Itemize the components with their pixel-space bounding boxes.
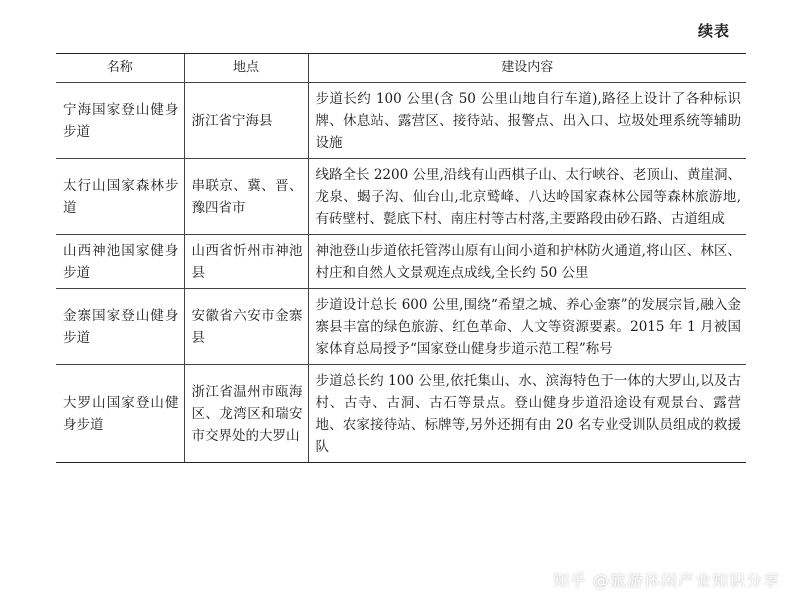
trail-place: 串联京、冀、晋、豫四省市 [184,159,308,235]
table-row [56,289,746,365]
table-row [56,235,746,289]
table-row [56,365,746,463]
trail-place: 浙江省温州市瓯海区、龙湾区和瑞安市交界处的大罗山 [184,365,308,463]
trail-name: 宁海国家登山健身步道 [56,83,184,159]
table-row [56,159,746,235]
trail-content: 神池登山步道依托管涔山原有山间小道和护林防火通道,将山区、林区、村庄和自然人文景观连点成线,全长约 50 公里 [308,235,746,289]
header-content: 建设内容 [308,54,746,83]
trail-place: 安徽省六安市金寨县 [184,289,308,365]
trail-place: 浙江省宁海县 [184,83,308,159]
header-place: 地点 [184,54,308,83]
watermark: 知乎 @旅游休闲产业知识分享 [552,571,780,590]
trail-name: 太行山国家森林步道 [56,159,184,235]
header-name: 名称 [56,54,184,83]
trail-content: 线路全长 2200 公里,沿线有山西棋子山、太行峡谷、老顶山、黄崖洞、龙泉、蝎子沟、仙台山,北京鹫峰、八达岭国家森林公园等森林旅游地,有砖壁村、甏底下村、南庄村等古村落,主要路段由砂石路、古道组成 [308,159,746,235]
trail-name: 大罗山国家登山健身步道 [56,365,184,463]
trail-name: 山西神池国家健身步道 [56,235,184,289]
trail-name: 金寨国家登山健身步道 [56,289,184,365]
trail-content: 步道总长约 100 公里,依托集山、水、滨海特色于一体的大罗山,以及古村、古寺、古洞、古石等景点。登山健身步道沿途设有观景台、露营地、农家接待站、标牌等,另外还拥有由 20 名专业受训队员组成的救援队 [308,365,746,463]
table-header-row [56,54,746,83]
trail-content: 步道长约 100 公里(含 50 公里山地自行车道),路径上设计了各种标识牌、休息站、露营区、接待站、报警点、出入口、垃圾处理系统等辅助设施 [308,83,746,159]
trail-table [56,53,746,463]
trail-content: 步道设计总长 600 公里,围绕“希望之城、养心金寨”的发展宗旨,融入金寨县丰富的绿色旅游、红色革命、人文等资源要素。2015 年 1 月被国家体育总局授予“国家登山健身步道示范工程”称号 [308,289,746,365]
table-row [56,83,746,159]
trail-place: 山西省忻州市神池县 [184,235,308,289]
continued-label: 续表 [697,22,730,40]
